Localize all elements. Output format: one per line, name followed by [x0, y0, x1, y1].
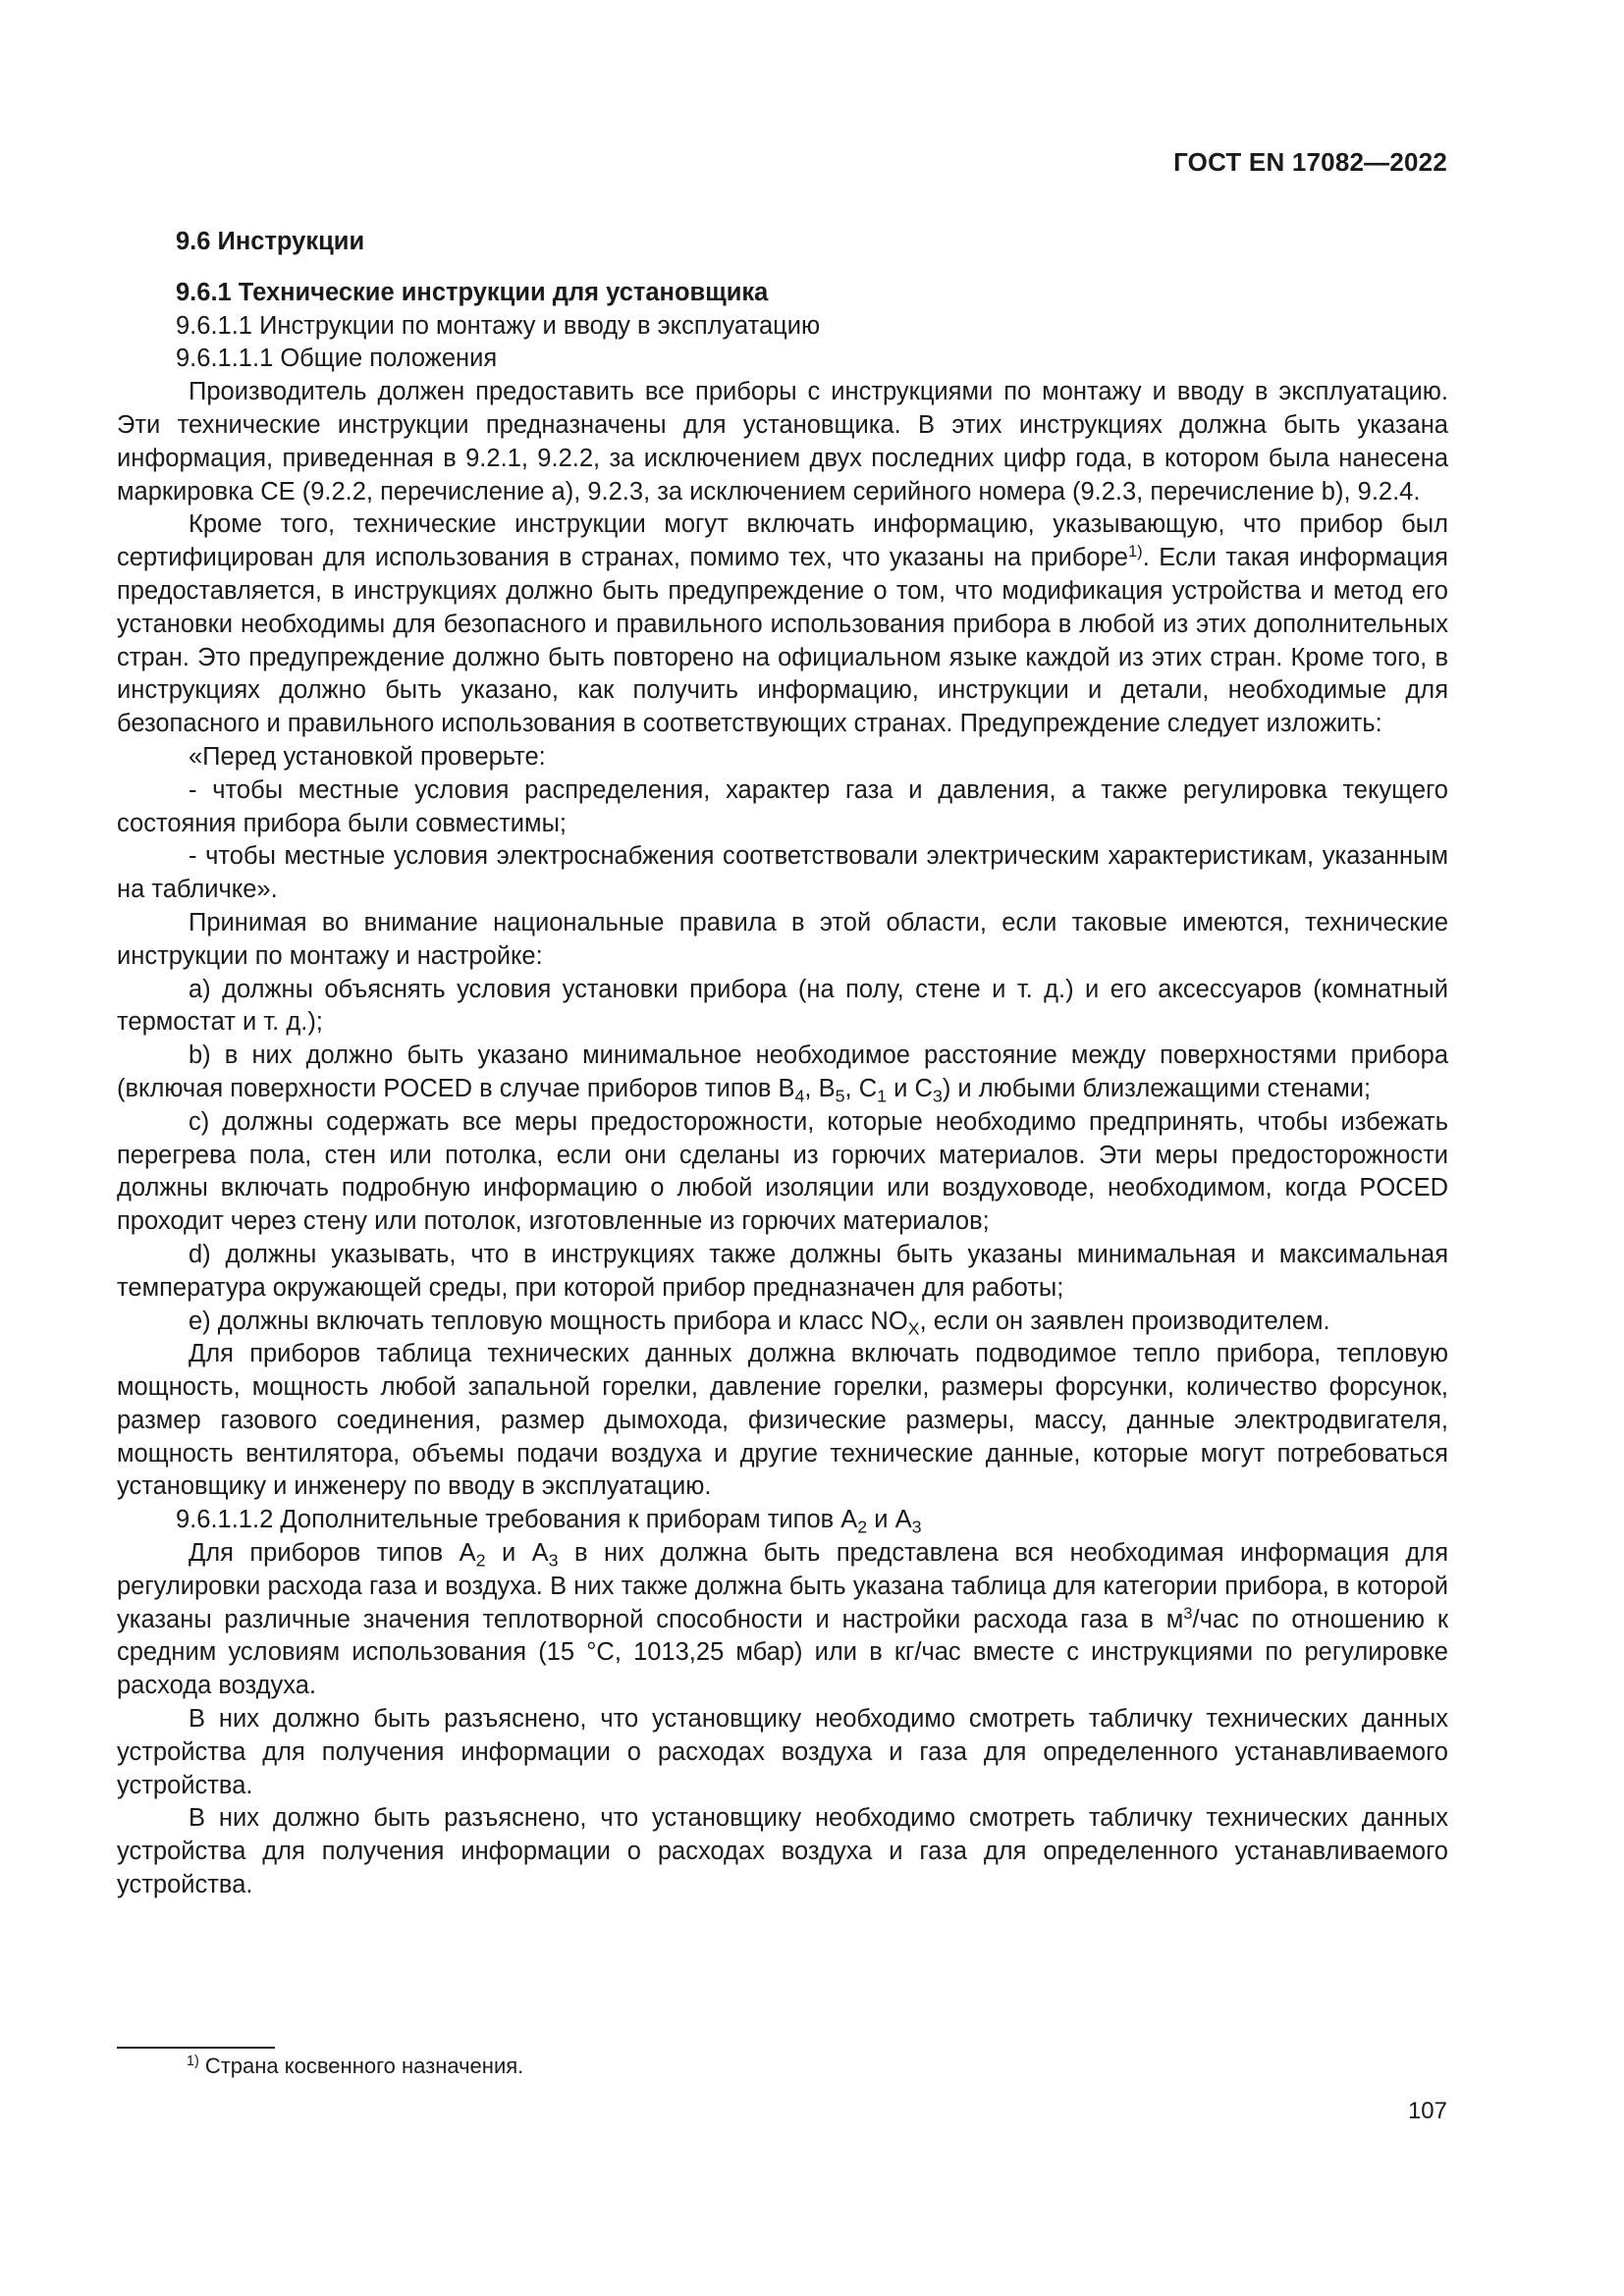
subscript: 4 — [794, 1086, 805, 1106]
text-run: в них должна быть представлена вся необходимая информация для регулировки расхода газа и воздуха. В них также должна быть указана таблица для категории прибора, в которой указаны различные значения теплотворной способности и настройки расхода газа в м — [117, 1539, 1449, 1633]
page-content — [117, 226, 1448, 1902]
text-run: e) должны включать тепловую мощность прибора и класс NO — [189, 1307, 908, 1335]
text-run: ) и любыми близлежащими стенами; — [942, 1074, 1372, 1102]
general-heading: 9.6.1.1.1 Общие положения — [176, 345, 498, 373]
section-heading: 9.6 Инструкции — [176, 228, 365, 255]
page-number: 107 — [1407, 2098, 1447, 2124]
list-item: d) должны указывать, что в инструкциях также должны быть указаны минимальная и максимальная температура окружающей среды, при которой прибор предназначен для работы; — [117, 1240, 1448, 1302]
standard-designation: ГОСТ EN 17082—2022 — [1173, 147, 1447, 177]
clause-heading — [117, 1504, 1448, 1537]
paragraph: В них должно быть разъяснено, что установщику необходимо смотреть табличку технических данных устройства для получения информации о расходах воздуха и газа для определенного устанавливаемого устройства. — [117, 1804, 1448, 1899]
text-run: Кроме того, технические инструкции могут включать информацию, указывающую, что прибор был сертифицирован для использования в странах, помимо тех, что указаны на приборе — [117, 510, 1448, 572]
footnote-ref: 1) — [1127, 542, 1143, 561]
list-item — [117, 1040, 1448, 1106]
paragraph: Принимая во внимание национальные правила в этой области, если таковые имеются, технические инструкции по монтажу и настройке: — [117, 908, 1448, 970]
text-run: 9.6.1.1.2 Дополнительные требования к приборам типов A — [176, 1506, 858, 1534]
subscript: 3 — [911, 1517, 922, 1537]
list-item: a) должны объяснять условия установки прибора (на полу, стене и т. д.) и его аксессуаров (комнатный термостат и т. д.); — [117, 975, 1448, 1037]
text-run: и A — [867, 1506, 912, 1534]
paragraph: Производитель должен предоставить все приборы с инструкциями по монтажу и вводу в эксплуатацию. Эти технические инструкции предназначены для установщика. В этих инструкциях должна быть указана информация, приведенная в 9.2.1, 9.2.2, за исключением двух последних цифр года, в котором была нанесена маркировка CE (9.2.2, перечисление a), 9.2.3, за исключением серийного номера (9.2.3, перечисление b), 9.2.4. — [117, 378, 1448, 506]
footnote — [187, 2052, 523, 2081]
paragraph: В них должно быть разъяснено, что установщику необходимо смотреть табличку технических данных устройства для получения информации о расходах воздуха и газа для определенного устанавливаемого устройства. — [117, 1705, 1448, 1799]
text-run: . Если такая информация предоставляется, в инструкциях должно быть предупреждение о том, что модификация устройства и метод его установки необходимы для безопасного и правильного использования прибора в любой из этих дополнительных стран. Это предупреждение должно быть повторено на официальном языке каждой из этих стран. Кроме того, в инструкциях должно быть указано, как получить информацию, инструкции и детали, необходимые для безопасного и правильного использования в соответствующих странах. Предупреждение следует изложить: — [117, 544, 1448, 738]
quote-line: - чтобы местные условия электроснабжения соответствовали электрическим характеристикам, указанным на табличке». — [117, 842, 1448, 904]
paragraph — [117, 1537, 1448, 1703]
subscript: 2 — [857, 1517, 868, 1537]
text-run: и C — [887, 1074, 933, 1102]
list-item — [117, 1306, 1448, 1339]
paragraph — [117, 508, 1448, 741]
subscript: 3 — [932, 1086, 943, 1106]
text-run: Для приборов типов A — [189, 1539, 476, 1568]
subscript: 3 — [548, 1550, 559, 1571]
paragraph: Для приборов таблица технических данных должна включать подводимое тепло прибора, тепловую мощность, мощность любой запальной горелки, давление горелки, размеры форсунки, количество форсунок, размер газового соединения, размер дымохода, физические размеры, массу, данные электродвигателя, мощность вентилятора, объемы подачи воздуха и другие технические данные, которые могут потребоваться установщику и инженеру по вводу в эксплуатацию. — [117, 1340, 1448, 1501]
superscript: 3 — [1183, 1603, 1193, 1623]
footnote-divider — [117, 2047, 275, 2049]
subscript: 2 — [475, 1550, 486, 1571]
subscript: X — [907, 1317, 920, 1338]
text-run: /час по отношению к средним условиям использования (15 °C, 1013,25 мбар) или в кг/час вместе с инструкциями по регулировке расхода воздуха. — [117, 1605, 1448, 1700]
text-run: , B — [804, 1074, 836, 1102]
quote-line: - чтобы местные условия распределения, характер газа и давления, а также регулировка текущего состояния прибора были совместимы; — [117, 775, 1448, 837]
text-run: , C — [844, 1074, 878, 1102]
text-run: и A — [485, 1539, 549, 1568]
footnote-mark: 1) — [187, 2054, 199, 2070]
text-run: b) в них должно быть указано минимальное необходимое расстояние между поверхностями прибора (включая поверхности POCED в случае приборов типов B — [117, 1041, 1448, 1102]
footnote-text: Страна косвенного назначения. — [198, 2054, 524, 2078]
subscript: 1 — [877, 1086, 888, 1106]
subsection-heading: 9.6.1 Технические инструкции для установщика — [176, 278, 769, 306]
text-run: , если он заявлен производителем. — [919, 1307, 1330, 1335]
list-item: c) должны содержать все меры предосторожности, которые необходимо предпринять, чтобы избежать перегрева пола, стен или потолка, если они сделаны из горючих материалов. Эти меры предосторожности должны включать подробную информацию о любой изоляции или воздуховоде, необходимом, когда POCED проходит через стену или потолок, изготовленные из горючих материалов; — [117, 1107, 1448, 1236]
quote-line: «Перед установкой проверьте: — [189, 742, 546, 771]
subsubsection-heading: 9.6.1.1 Инструкции по монтажу и вводу в эксплуатацию — [176, 311, 821, 340]
subscript: 5 — [835, 1086, 845, 1106]
